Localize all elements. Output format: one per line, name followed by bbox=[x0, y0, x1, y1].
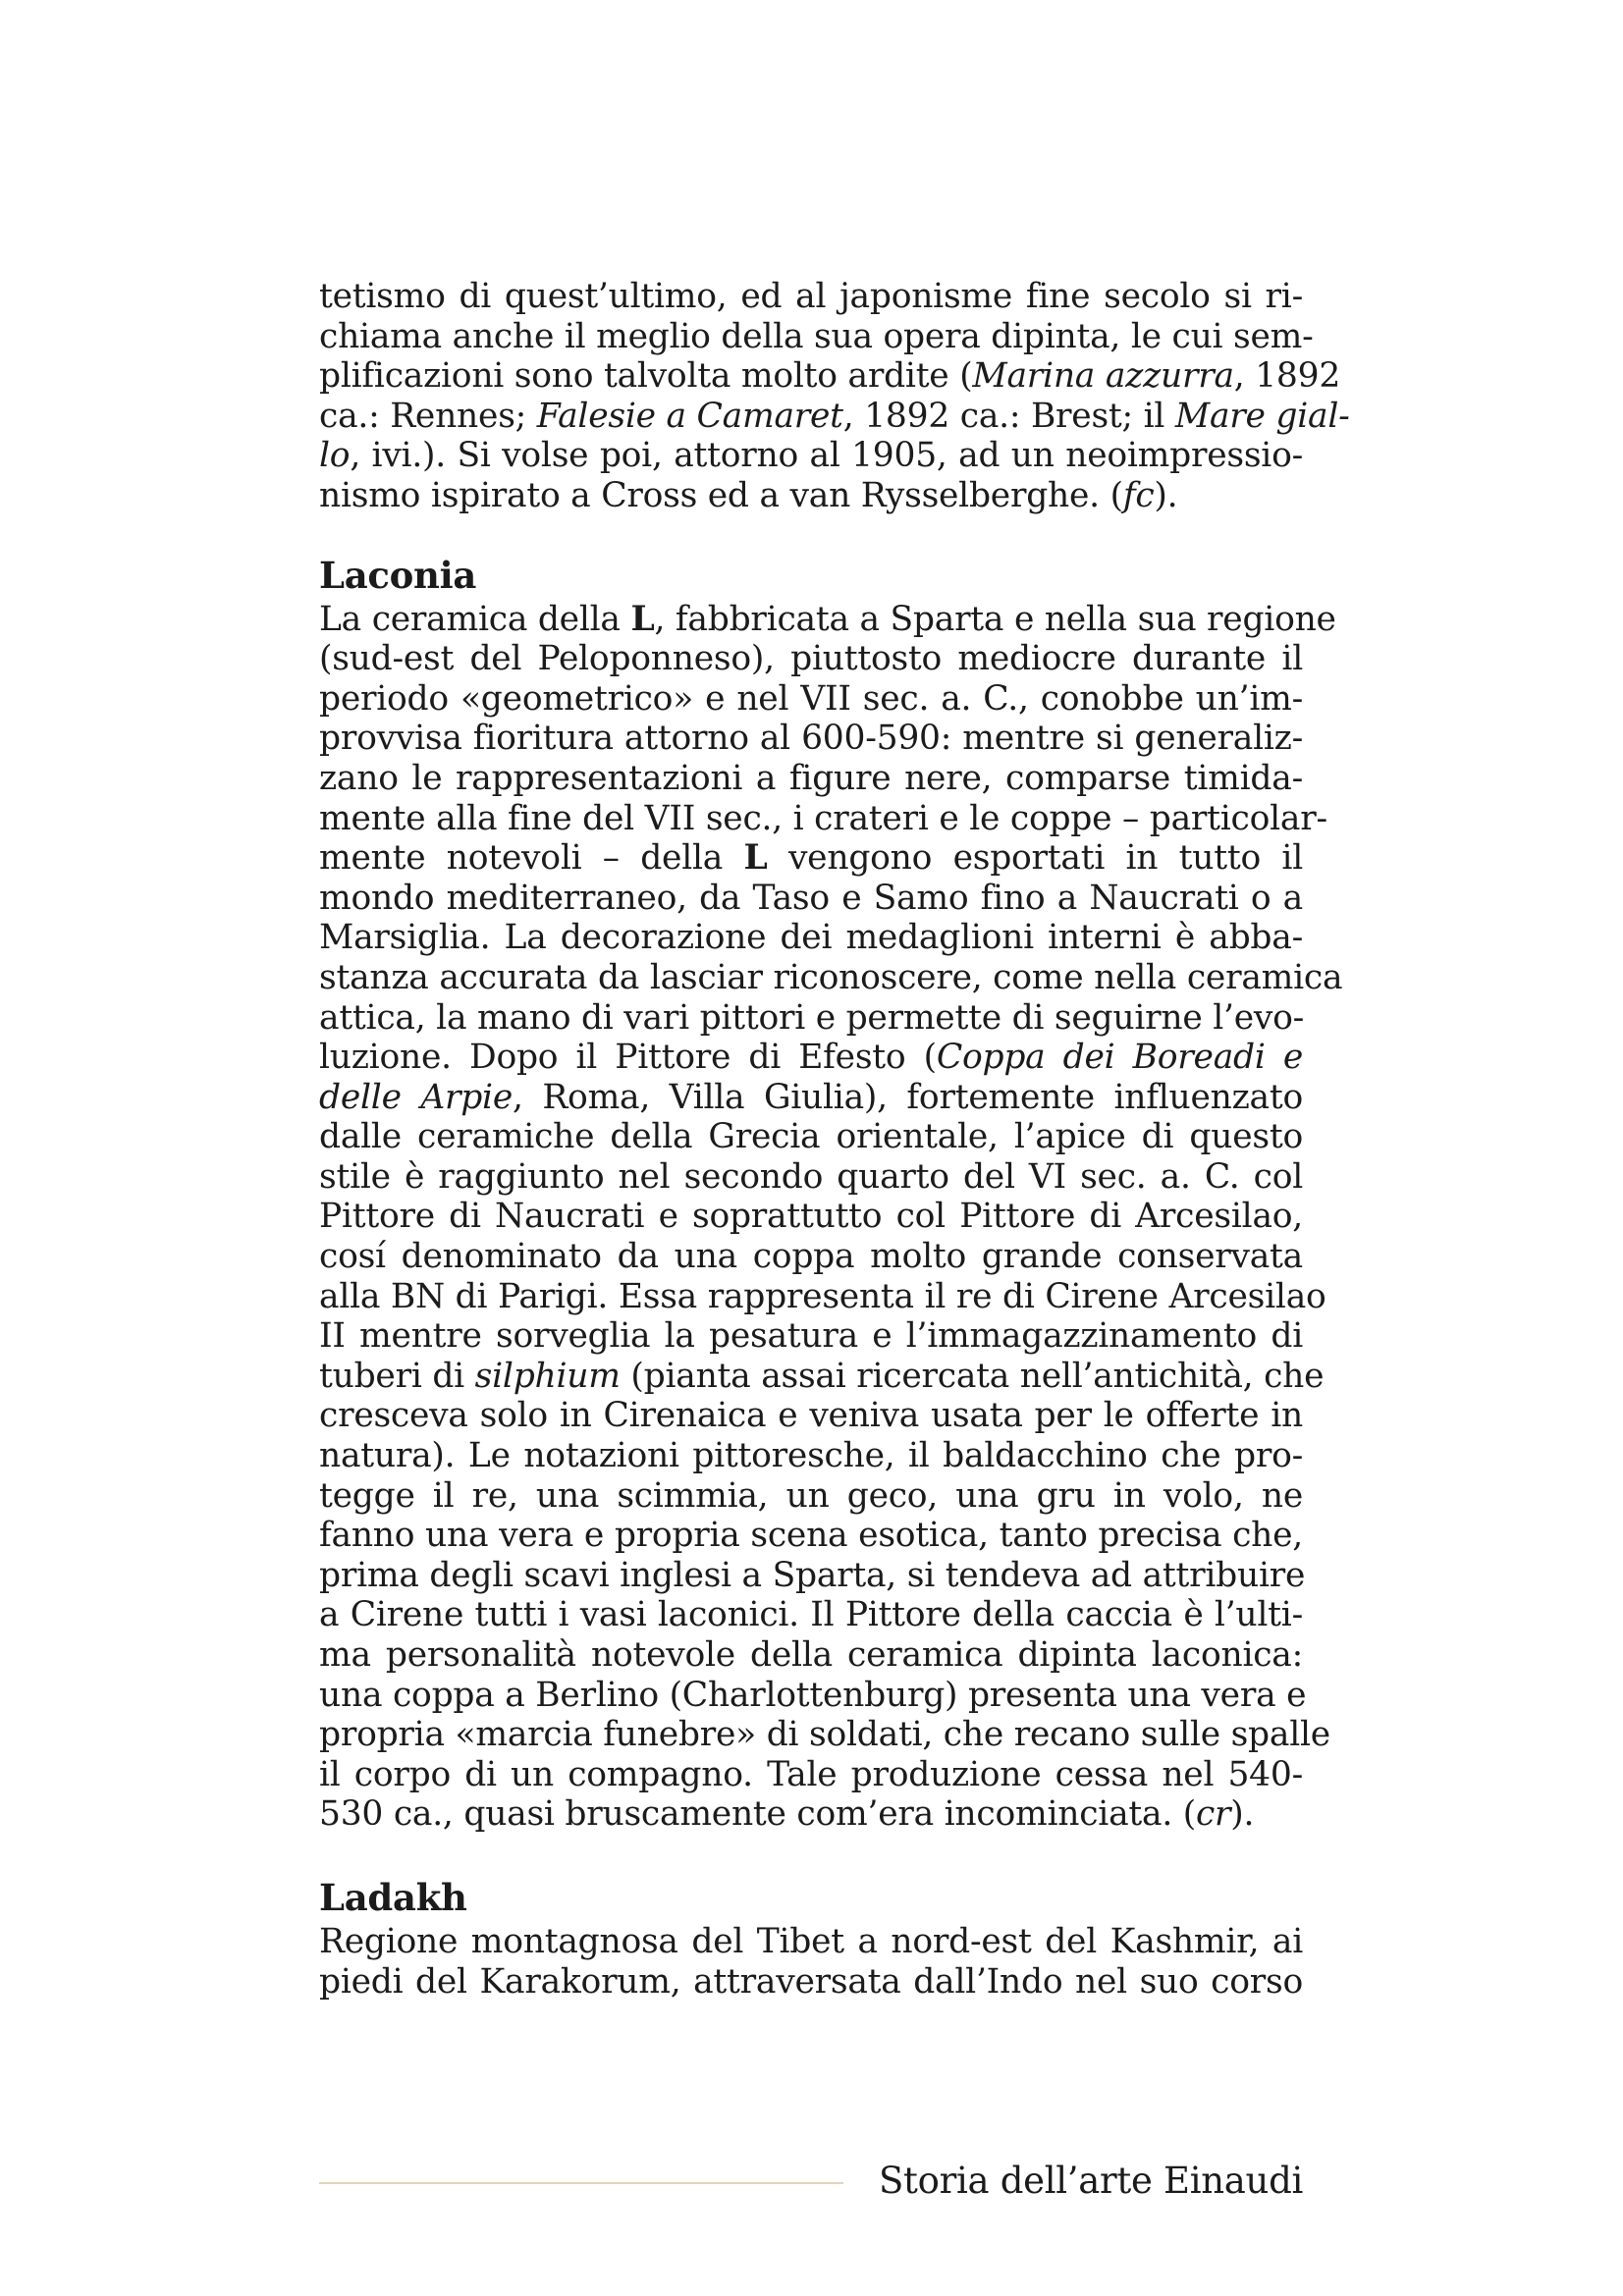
page-body bbox=[319, 277, 1350, 2002]
text-line: mente alla fine del VII sec., i crateri e le coppe – particolar- bbox=[319, 798, 1327, 838]
text-line: 530 ca., quasi bruscamente com’era incominciata. (cr). bbox=[319, 1794, 1255, 1835]
paragraph-ladakh bbox=[319, 1922, 1303, 2002]
entry-heading-ladakh: Ladakh bbox=[319, 1875, 467, 1919]
text-line: Marsiglia. La decorazione dei medaglioni interni è abba- bbox=[319, 918, 1303, 958]
footer-publication-title: Storia dell’arte Einaudi bbox=[879, 2160, 1303, 2202]
text-line: (sud-est del Peloponneso), piuttosto mediocre durante il bbox=[319, 639, 1303, 679]
page-footer bbox=[319, 2159, 1303, 2208]
text-line: dalle ceramiche della Grecia orientale, l’apice di questo bbox=[319, 1117, 1303, 1157]
text-line: chiama anche il meglio della sua opera dipinta, le cui sem- bbox=[319, 316, 1314, 356]
text-line: periodo «geometrico» e nel VII sec. a. C., conobbe un’im- bbox=[319, 678, 1303, 719]
text-line: il corpo di un compagno. Tale produzione cessa nel 540- bbox=[319, 1754, 1303, 1794]
text-line: piedi del Karakorum, attraversata dall’Indo nel suo corso bbox=[319, 1961, 1303, 2002]
text-line: stile è raggiunto nel secondo quarto del VI sec. a. C. col bbox=[319, 1156, 1303, 1197]
text-line: ca.: Rennes; Falesie a Camaret, 1892 ca.: Brest; il Mare gial- bbox=[319, 396, 1350, 436]
section-intro bbox=[319, 277, 1350, 516]
text-line: Regione montagnosa del Tibet a nord-est del Kashmir, ai bbox=[319, 1921, 1303, 1961]
entry-heading-laconia: Laconia bbox=[319, 553, 477, 597]
paragraph-intro bbox=[319, 277, 1350, 516]
text-line: prima degli scavi inglesi a Sparta, si tendeva ad attribuire bbox=[319, 1555, 1306, 1595]
text-line: cresceva solo in Cirenaica e veniva usata per le offerte in bbox=[319, 1396, 1303, 1436]
text-line: La ceramica della L, fabbricata a Sparta e nella sua regione bbox=[319, 599, 1336, 639]
text-line: Pittore di Naucrati e soprattutto col Pittore di Arcesilao, bbox=[319, 1197, 1303, 1237]
text-line: fanno una vera e propria scena esotica, tanto precisa che, bbox=[319, 1516, 1303, 1556]
text-line: delle Arpie, Roma, Villa Giulia), fortemente influenzato bbox=[319, 1077, 1303, 1117]
text-line: alla BN di Parigi. Essa rappresenta il re di Cirene Arcesilao bbox=[319, 1276, 1326, 1316]
text-line: una coppa a Berlino (Charlottenburg) presenta una vera e bbox=[319, 1675, 1307, 1715]
text-line: luzione. Dopo il Pittore di Efesto (Coppa dei Boreadi e bbox=[319, 1038, 1303, 1078]
text-line: lo, ivi.). Si volse poi, attorno al 1905, ad un neoimpressio- bbox=[319, 436, 1303, 476]
text-line: tegge il re, una scimmia, un geco, una gru in volo, ne bbox=[319, 1475, 1303, 1516]
text-line: natura). Le notazioni pittoresche, il baldacchino che pro- bbox=[319, 1436, 1303, 1476]
text-line: attica, la mano di vari pittori e permette di seguirne l’evo- bbox=[319, 997, 1305, 1038]
footer-rule bbox=[319, 2182, 843, 2184]
text-line: zano le rappresentazioni a figure nere, comparse timida- bbox=[319, 758, 1303, 798]
text-line: tuberi di silphium (pianta assai ricercata nell’antichità, che bbox=[319, 1356, 1325, 1396]
text-line: propria «marcia funebre» di soldati, che recano sulle spalle bbox=[319, 1715, 1330, 1755]
text-line: cosí denominato da una coppa molto grande conservata bbox=[319, 1237, 1303, 1277]
text-line: nismo ispirato a Cross ed a van Rysselberghe. (fc). bbox=[319, 475, 1178, 515]
text-line: plificazioni sono talvolta molto ardite (Marina azzurra, 1892 bbox=[319, 356, 1341, 397]
section-ladakh bbox=[319, 1876, 1303, 2002]
text-line: ma personalità notevole della ceramica dipinta laconica: bbox=[319, 1635, 1303, 1675]
section-laconia bbox=[319, 553, 1343, 1835]
text-line: tetismo di quest’ultimo, ed al japonisme fine secolo si ri- bbox=[319, 277, 1303, 316]
text-line: mente notevoli – della L vengono esportati in tutto il bbox=[319, 838, 1303, 879]
text-line: mondo mediterraneo, da Taso e Samo fino a Naucrati o a bbox=[319, 878, 1303, 918]
text-line: II mentre sorveglia la pesatura e l’immagazzinamento di bbox=[319, 1316, 1303, 1357]
text-line: provvisa fioritura attorno al 600-590: mentre si generaliz- bbox=[319, 719, 1303, 759]
paragraph-laconia bbox=[319, 599, 1343, 1835]
text-line: stanza accurata da lasciar riconoscere, come nella ceramica bbox=[319, 957, 1343, 997]
text-line: a Cirene tutti i vasi laconici. Il Pittore della caccia è l’ulti- bbox=[319, 1595, 1303, 1635]
